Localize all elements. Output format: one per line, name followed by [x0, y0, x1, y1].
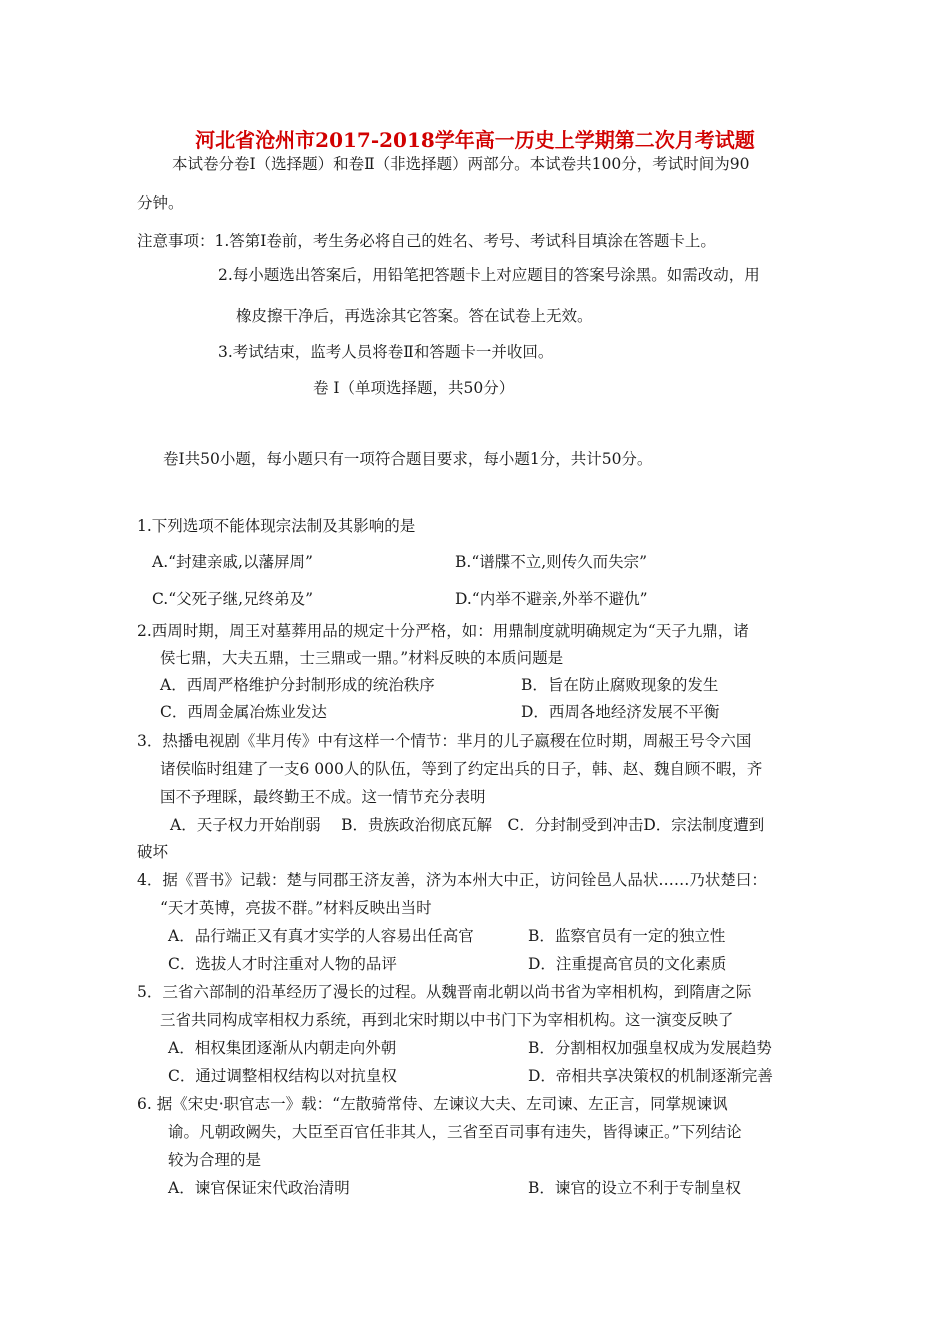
q6-stem-3: 较为合理的是: [168, 1151, 262, 1169]
q3-stem-3: 国不予理睬，最终勤王不成。这一情节充分表明: [160, 788, 486, 806]
q6-option-b: B．谏官的设立不利于专制皇权: [528, 1179, 741, 1197]
page-title: 河北省沧州市2017-2018学年高一历史上学期第二次月考试题: [195, 128, 755, 152]
q5-stem-1: 5．三省六部制的沿革经历了漫长的过程。从魏晋南北朝以尚书省为宰相机构，到隋唐之际: [137, 983, 752, 1001]
intro-line-2: 分钟。: [137, 194, 184, 212]
q6-stem-1: 6. 据《宋史·职官志一》载：“左散骑常侍、左谏议大夫、左司谏、左正言，同掌规谏讽: [137, 1095, 728, 1113]
q6-option-a: A．谏官保证宋代政治清明: [168, 1179, 350, 1197]
section-instruction: 卷Ⅰ共50小题，每小题只有一项符合题目要求，每小题1分，共计50分。: [163, 450, 653, 468]
q2-option-b: B．旨在防止腐败现象的发生: [521, 676, 719, 694]
q4-option-a: A．品行端正又有真才实学的人容易出任高官: [168, 927, 474, 945]
note-2a: 2.每小题选出答案后，用铅笔把答题卡上对应题目的答案号涂黑。如需改动，用: [218, 266, 760, 284]
q2-stem-1: 2.西周时期，周王对墓葬用品的规定十分严格，如：用鼎制度就明确规定为“天子九鼎，诸: [137, 622, 749, 640]
q3-stem-2: 诸侯临时组建了一支6 000人的队伍，等到了约定出兵的日子，韩、赵、魏自顾不暇，齐: [160, 760, 763, 778]
q6-stem-2: 谕。凡朝政阙失，大臣至百官任非其人，三省至百司事有违失，皆得谏正。”下列结论: [168, 1123, 742, 1141]
q3-options: A．天子权力开始削弱 B．贵族政治彻底瓦解 C．分封制受到冲击D．宗法制度遭到: [170, 816, 765, 834]
note-2b: 橡皮擦干净后，再选涂其它答案。答在试卷上无效。: [236, 307, 593, 325]
q1-option-d: D.“内举不避亲,外举不避仇”: [455, 590, 648, 608]
q4-stem-2: “天才英博，亮拔不群。”材料反映出当时: [160, 899, 432, 917]
q3-options-wrap: 破坏: [137, 843, 169, 861]
q4-option-d: D．注重提高官员的文化素质: [528, 955, 727, 973]
q2-option-a: A．西周严格维护分封制形成的统治秩序: [160, 676, 435, 694]
q4-option-b: B．监察官员有一定的独立性: [528, 927, 726, 945]
note-1: 注意事项：1.答第Ⅰ卷前，考生务必将自己的姓名、考号、考试科目填涂在答题卡上。: [137, 232, 716, 250]
intro-line-1: 本试卷分卷Ⅰ（选择题）和卷Ⅱ（非选择题）两部分。本试卷共100分，考试时间为90: [172, 155, 750, 173]
q5-option-c: C．通过调整相权结构以对抗皇权: [168, 1067, 397, 1085]
q5-option-d: D．帝相共享决策权的机制逐渐完善: [528, 1067, 773, 1085]
q2-option-c: C．西周金属冶炼业发达: [160, 703, 327, 721]
note-3: 3.考试结束，监考人员将卷Ⅱ和答题卡一并收回。: [218, 343, 554, 361]
q3-stem-1: 3．热播电视剧《芈月传》中有这样一个情节：芈月的儿子嬴稷在位时期，周赧王号令六国: [137, 732, 752, 750]
q1-stem: 1.下列选项不能体现宗法制及其影响的是: [137, 517, 416, 535]
q1-option-a: A.“封建亲戚,以藩屏周”: [152, 553, 313, 571]
q4-option-c: C．选拔人才时注重对人物的品评: [168, 955, 397, 973]
q1-option-b: B.“谱牒不立,则传久而失宗”: [455, 553, 648, 571]
q1-option-c: C.“父死子继,兄终弟及”: [152, 590, 314, 608]
q5-option-a: A．相权集团逐渐从内朝走向外朝: [168, 1039, 397, 1057]
section-heading: 卷 Ⅰ（单项选择题，共50分）: [313, 379, 515, 397]
q4-stem-1: 4．据《晋书》记载：楚与同郡王济友善，济为本州大中正，访问铨邑人品状……乃状楚曰：: [137, 871, 767, 889]
q5-stem-2: 三省共同构成宰相权力系统，再到北宋时期以中书门下为宰相机构。这一演变反映了: [160, 1011, 734, 1029]
q2-stem-2: 侯七鼎，大夫五鼎，士三鼎或一鼎。”材料反映的本质问题是: [160, 649, 564, 667]
q2-option-d: D．西周各地经济发展不平衡: [521, 703, 720, 721]
q5-option-b: B．分割相权加强皇权成为发展趋势: [528, 1039, 772, 1057]
